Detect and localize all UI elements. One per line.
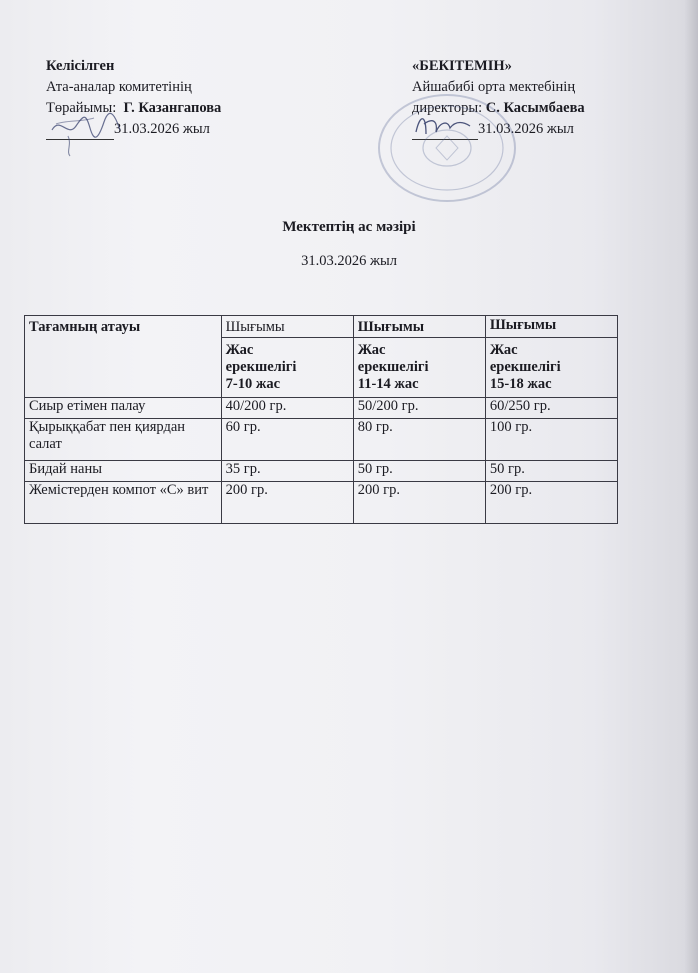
committee-label: Ата-аналар комитетінің xyxy=(46,79,192,95)
age-range-1: 7-10 жас xyxy=(225,376,281,392)
col-header-output-2: Шығымы xyxy=(353,316,485,338)
portion-11-14: 50/200 гр. xyxy=(353,398,485,419)
age-label-3a: Жас xyxy=(489,342,518,358)
col-header-output-3: Шығымы xyxy=(485,316,617,338)
table-row xyxy=(25,398,618,419)
menu-table xyxy=(24,315,618,524)
dish-name: Бидай наны xyxy=(25,461,222,482)
approved-date: 31.03.2026 жыл xyxy=(478,121,574,137)
menu-title: Мектептің ас мәзірі xyxy=(282,219,416,235)
agreed-date: 31.03.2026 жыл xyxy=(114,121,210,137)
col-header-output-1: Шығымы xyxy=(221,316,353,338)
age-range-3: 15-18 жас xyxy=(489,376,552,392)
portion-7-10: 200 гр. xyxy=(221,482,353,524)
page-edge-shadow xyxy=(684,0,698,973)
portion-11-14: 200 гр. xyxy=(353,482,485,524)
portion-7-10: 35 гр. xyxy=(221,461,353,482)
portion-7-10: 60 гр. xyxy=(221,419,353,461)
age-group-3 xyxy=(485,338,617,398)
chair-signature xyxy=(46,108,126,158)
table-row xyxy=(25,461,618,482)
dish-name: Қырыққабат пен қиярдан салат xyxy=(25,419,222,461)
director-prefix: директоры: xyxy=(412,100,483,116)
official-stamp xyxy=(376,92,518,204)
age-label-1a: Жас xyxy=(225,342,254,358)
age-label-2a: Жас xyxy=(357,342,386,358)
age-label-2b: ерекшелігі xyxy=(357,359,429,375)
table-row xyxy=(25,419,618,461)
age-group-2 xyxy=(353,338,485,398)
portion-11-14: 50 гр. xyxy=(353,461,485,482)
age-range-2: 11-14 жас xyxy=(357,376,419,392)
menu-date: 31.03.2026 жыл xyxy=(301,253,397,269)
age-group-1 xyxy=(221,338,353,398)
approved-heading: «БЕКІТЕМІН» xyxy=(412,58,512,74)
dish-name: Сиыр етімен палау xyxy=(25,398,222,419)
portion-15-18: 60/250 гр. xyxy=(485,398,617,419)
age-label-1b: ерекшелігі xyxy=(225,359,297,375)
chair-name: Г. Казангапова xyxy=(123,100,222,116)
portion-15-18: 200 гр. xyxy=(485,482,617,524)
portion-7-10: 40/200 гр. xyxy=(221,398,353,419)
agreed-heading: Келісілген xyxy=(46,58,115,74)
director-signature xyxy=(410,110,480,140)
director-name: С. Касымбаева xyxy=(485,100,585,116)
chair-prefix: Төрайымы: xyxy=(46,100,117,116)
col-header-dish: Тағамның атауы xyxy=(25,316,222,398)
dish-name: Жемістерден компот «С» вит xyxy=(25,482,222,524)
portion-11-14: 80 гр. xyxy=(353,419,485,461)
school-label: Айшабибі орта мектебінің xyxy=(412,79,576,95)
header-row xyxy=(25,316,618,338)
table-row xyxy=(25,482,618,524)
age-label-3b: ерекшелігі xyxy=(489,359,561,375)
portion-15-18: 100 гр. xyxy=(485,419,617,461)
portion-15-18: 50 гр. xyxy=(485,461,617,482)
